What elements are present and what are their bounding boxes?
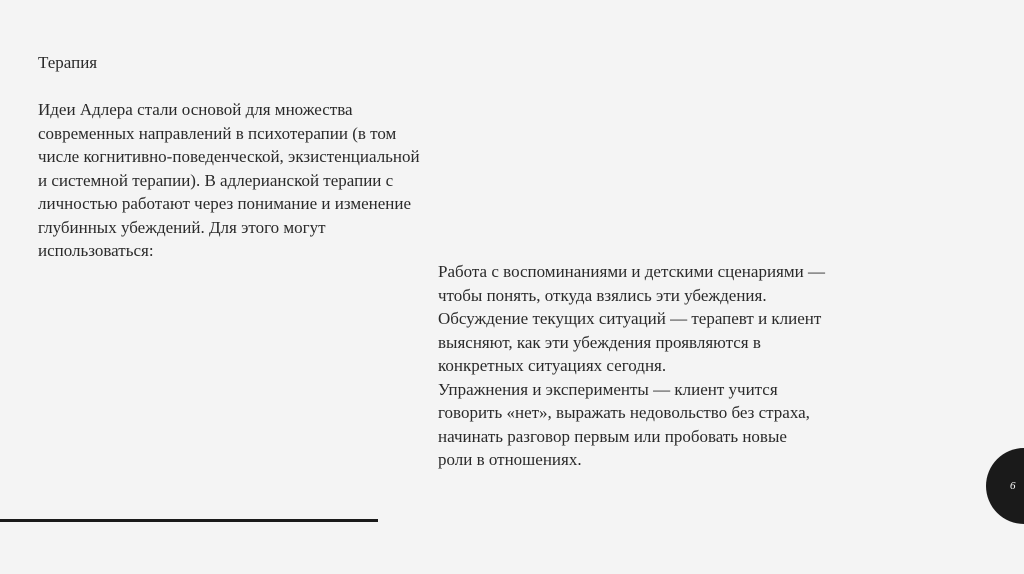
page-number: 6 [1010,480,1016,492]
intro-paragraph: Идеи Адлера стали основой для множества современных направлений в психотерапии (в том числе когнитивно-поведенческой, экзистенциальной и системной терапии). В адлерианской терапии с личностью работают через понимание и изменение глубинных убеждений. Для этого могут использоваться: [38,100,420,260]
methods-list [438,260,958,472]
method-memories: Работа с воспоминаниями и детскими сценариями — чтобы понять, откуда взялись эти убеждения. [438,262,825,305]
bottom-divider [0,519,378,522]
page-number-badge [986,448,1024,524]
method-exercises: Упражнения и эксперименты — клиент учится говорить «нет», выражать недовольство без страха, начинать разговор первым или пробовать новые роли в отношениях. [438,379,810,469]
slide-title: Терапия [38,53,98,72]
method-current-situations: Обсуждение текущих ситуаций — терапевт и клиент выясняют, как эти убеждения проявляются в конкретных ситуациях сегодня. [438,309,822,375]
